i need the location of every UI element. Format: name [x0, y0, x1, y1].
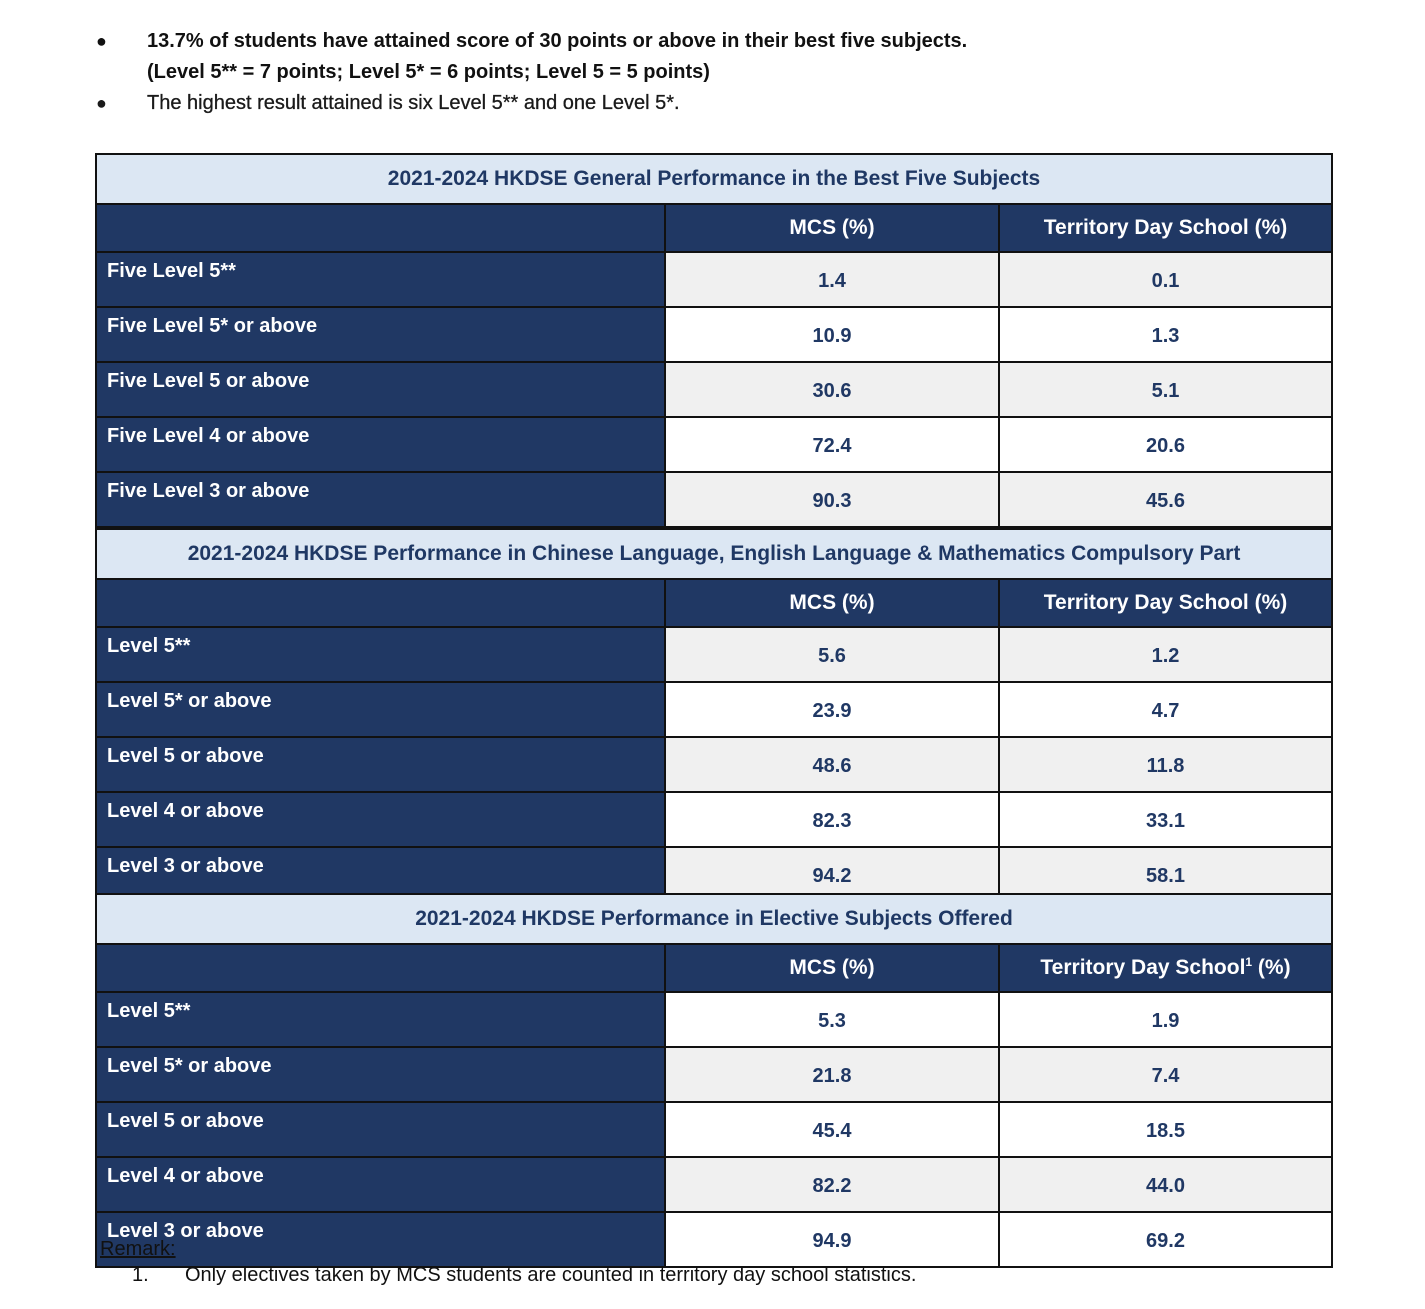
header-territory-label: Territory Day School	[1040, 956, 1246, 979]
summary-bullet	[96, 26, 1336, 88]
mcs-value: 21.8	[665, 1047, 999, 1102]
table-row	[96, 417, 1332, 472]
territory-value: 18.5	[999, 1102, 1332, 1157]
row-label: Five Level 4 or above	[96, 417, 665, 472]
bullet-text: The highest result attained is six Level 5** and one Level 5*.	[147, 92, 680, 114]
territory-value: 11.8	[999, 737, 1332, 792]
table-title: 2021-2024 HKDSE General Performance in the Best Five Subjects	[96, 154, 1332, 204]
territory-value: 1.9	[999, 992, 1332, 1047]
bullet-text: 13.7% of students have attained score of 30 points or above in their best five subjects.	[147, 30, 968, 52]
table-row	[96, 682, 1332, 737]
territory-value: 5.1	[999, 362, 1332, 417]
mcs-value: 1.4	[665, 252, 999, 307]
table-row	[96, 362, 1332, 417]
mcs-value: 23.9	[665, 682, 999, 737]
mcs-value: 48.6	[665, 737, 999, 792]
row-label: Level 5* or above	[96, 682, 665, 737]
header-territory-unit: (%)	[1252, 956, 1291, 979]
row-label: Five Level 5* or above	[96, 307, 665, 362]
best-five-subjects-table	[95, 153, 1333, 528]
mcs-value: 94.9	[665, 1212, 999, 1267]
header-mcs: MCS (%)	[665, 204, 999, 252]
territory-value: 45.6	[999, 472, 1332, 527]
mcs-value: 5.6	[665, 627, 999, 682]
header-blank-cell	[96, 204, 665, 252]
territory-value: 1.3	[999, 307, 1332, 362]
remark-section	[100, 1236, 916, 1288]
territory-value: 33.1	[999, 792, 1332, 847]
table-title: 2021-2024 HKDSE Performance in Elective Subjects Offered	[96, 894, 1332, 944]
header-mcs: MCS (%)	[665, 579, 999, 627]
core-subjects-table	[95, 528, 1333, 903]
mcs-value: 94.2	[665, 847, 999, 902]
remark-item	[100, 1262, 916, 1288]
territory-value: 58.1	[999, 847, 1332, 902]
header-blank-cell	[96, 579, 665, 627]
table-row	[96, 307, 1332, 362]
table-row	[96, 1102, 1332, 1157]
row-label: Five Level 5**	[96, 252, 665, 307]
table-row	[96, 792, 1332, 847]
mcs-value: 10.9	[665, 307, 999, 362]
row-label: Level 5 or above	[96, 737, 665, 792]
row-label: Five Level 5 or above	[96, 362, 665, 417]
row-label: Level 4 or above	[96, 792, 665, 847]
bullet-dot-icon: ●	[96, 31, 107, 51]
bullet-text-continued: (Level 5** = 7 points; Level 5* = 6 points; Level 5 = 5 points)	[147, 61, 710, 83]
mcs-value: 45.4	[665, 1102, 999, 1157]
mcs-value: 90.3	[665, 472, 999, 527]
mcs-value: 82.3	[665, 792, 999, 847]
table-row	[96, 1157, 1332, 1212]
row-label: Level 5**	[96, 992, 665, 1047]
remark-number: 1.	[132, 1264, 149, 1286]
remark-text: Only electives taken by MCS students are counted in territory day school statistics.	[185, 1264, 917, 1286]
table-row	[96, 472, 1332, 527]
territory-value: 1.2	[999, 627, 1332, 682]
table-row	[96, 252, 1332, 307]
mcs-value: 72.4	[665, 417, 999, 472]
elective-subjects-table	[95, 893, 1333, 1268]
remark-title: Remark:	[100, 1238, 176, 1260]
row-label: Level 5 or above	[96, 1102, 665, 1157]
table-title: 2021-2024 HKDSE Performance in Chinese Language, English Language & Mathematics Compulsory Part	[96, 529, 1332, 579]
row-label: Level 3 or above	[96, 847, 665, 902]
table-row	[96, 1047, 1332, 1102]
territory-value: 7.4	[999, 1047, 1332, 1102]
header-territory: Territory Day School (%)	[999, 579, 1332, 627]
header-territory	[999, 944, 1332, 992]
mcs-value: 5.3	[665, 992, 999, 1047]
bullet-dot-icon: ●	[96, 93, 107, 113]
territory-value: 69.2	[999, 1212, 1332, 1267]
row-label: Level 5**	[96, 627, 665, 682]
row-label: Level 5* or above	[96, 1047, 665, 1102]
territory-value: 20.6	[999, 417, 1332, 472]
mcs-value: 82.2	[665, 1157, 999, 1212]
row-label: Level 4 or above	[96, 1157, 665, 1212]
header-blank-cell	[96, 944, 665, 992]
territory-value: 44.0	[999, 1157, 1332, 1212]
footnote-marker: 1	[1245, 955, 1253, 969]
row-label: Five Level 3 or above	[96, 472, 665, 527]
territory-value: 0.1	[999, 252, 1332, 307]
table-row	[96, 737, 1332, 792]
mcs-value: 30.6	[665, 362, 999, 417]
table-row	[96, 627, 1332, 682]
header-mcs: MCS (%)	[665, 944, 999, 992]
summary-bullet	[96, 88, 1336, 119]
header-territory: Territory Day School (%)	[999, 204, 1332, 252]
table-row	[96, 992, 1332, 1047]
row-label: Level 3 or above	[96, 1212, 665, 1267]
territory-value: 4.7	[999, 682, 1332, 737]
summary-bullet-list	[96, 26, 1336, 119]
